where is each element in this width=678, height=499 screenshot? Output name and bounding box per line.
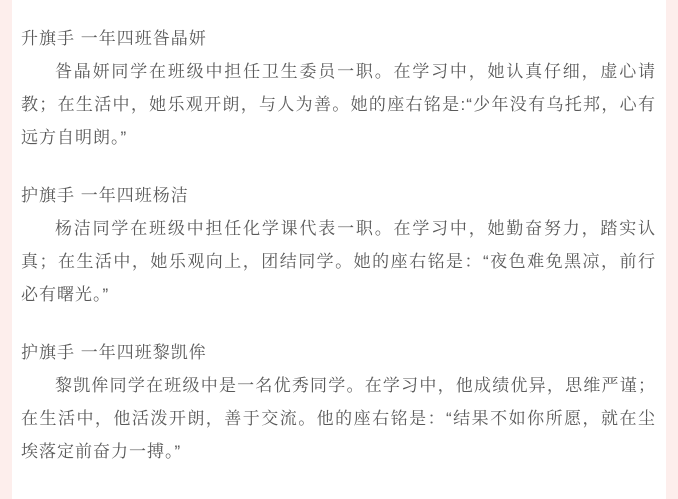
flag-raiser-section	[21, 22, 656, 154]
left-margin-strip	[0, 0, 12, 499]
section-paragraph-flag-raiser: 昝晶妍同学在班级中担任卫生委员一职。在学习中，她认真仔细，虚心请教；在生活中，她乐观开朗，与人为善。她的座右铭是:“少年没有乌托邦，心有远方自明朗。”	[21, 62, 656, 147]
section-heading-flag-raiser: 升旗手 一年四班昝晶妍	[21, 29, 207, 48]
flag-guard-section-2	[21, 336, 656, 468]
section-paragraph-flag-guard-2: 黎凯侔同学在班级中是一名优秀同学。在学习中，他成绩优异，思维严谨；在生活中，他活泼开朗，善于交流。他的座右铭是：“结果不如你所愿，就在尘埃落定前奋力一搏。”	[21, 376, 656, 461]
right-margin-strip	[666, 0, 678, 499]
section-heading-flag-guard-1: 护旗手 一年四班杨洁	[21, 186, 189, 205]
flag-guard-section-1	[21, 179, 656, 311]
article-content	[12, 0, 666, 468]
section-paragraph-flag-guard-1: 杨洁同学在班级中担任化学课代表一职。在学习中，她勤奋努力，踏实认真；在生活中，她乐观向上，团结同学。她的座右铭是：“夜色难免黑凉，前行必有曙光。”	[21, 219, 656, 304]
section-heading-flag-guard-2: 护旗手 一年四班黎凯侔	[21, 343, 207, 362]
